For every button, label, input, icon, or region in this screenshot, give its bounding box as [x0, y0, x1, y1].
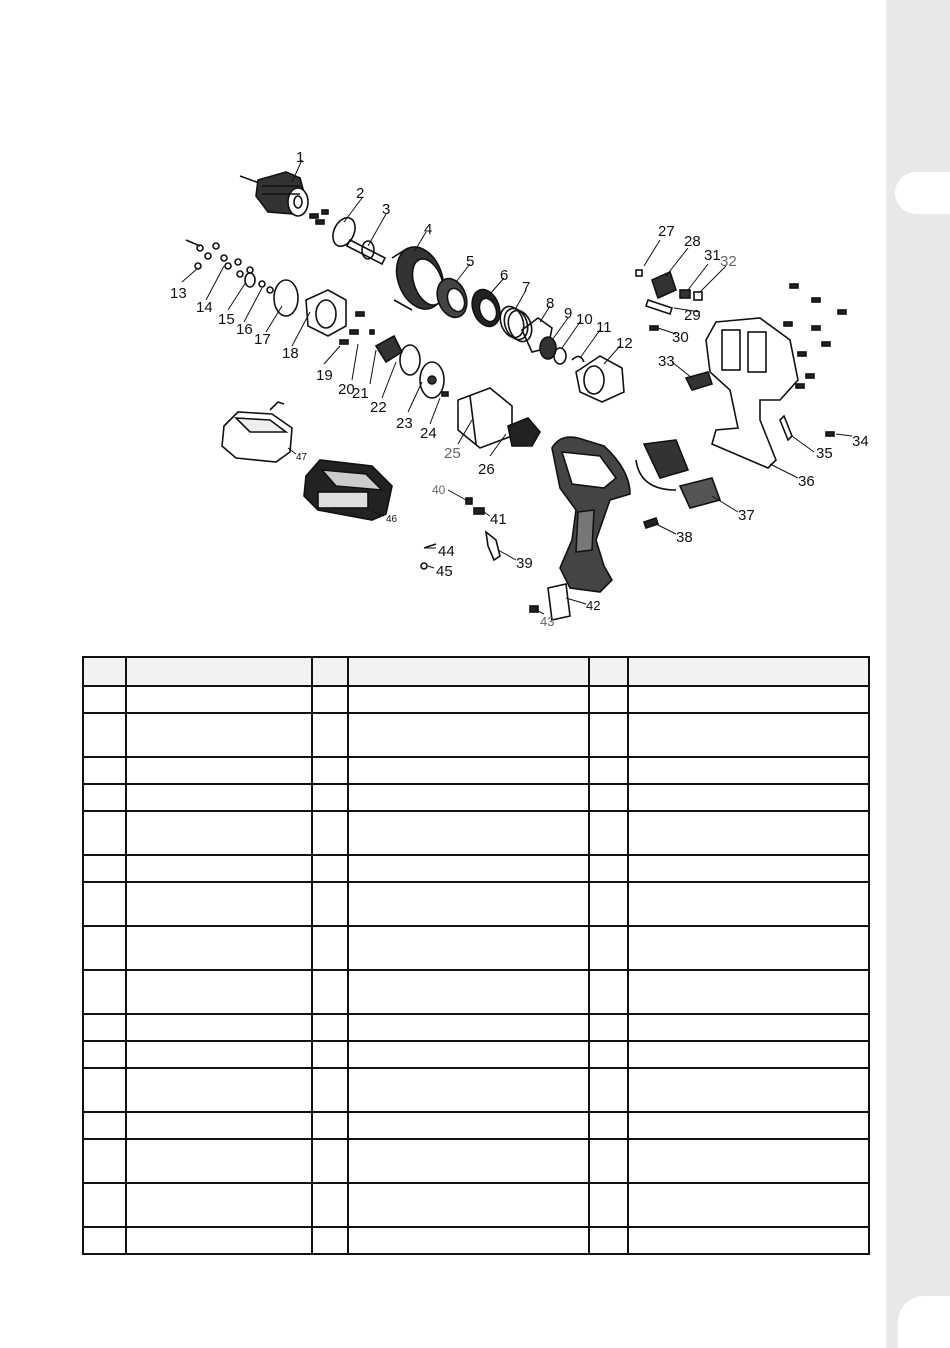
table-cell — [589, 855, 628, 882]
table-row — [83, 1227, 869, 1254]
page-number-tab — [898, 1296, 950, 1348]
table-cell — [589, 1041, 628, 1068]
table-cell — [628, 882, 869, 926]
part-10 — [554, 348, 566, 364]
table-cell — [348, 1041, 589, 1068]
table-cell — [348, 1068, 589, 1112]
table-row — [83, 926, 869, 970]
table-cell — [589, 811, 628, 855]
table-cell — [126, 1227, 312, 1254]
parts-list-table — [82, 656, 870, 1255]
table-cell — [628, 855, 869, 882]
part-40 — [466, 498, 472, 504]
table-header-row — [83, 657, 869, 686]
label-20: 20 — [338, 381, 355, 398]
part-housing-12 — [576, 356, 624, 402]
table-cell — [348, 686, 589, 713]
label-41: 41 — [490, 511, 507, 528]
label-13: 13 — [170, 285, 187, 302]
part-23 — [420, 362, 444, 398]
header-no-1 — [83, 657, 126, 686]
table-cell — [83, 1041, 126, 1068]
table-cell — [589, 1183, 628, 1227]
table-cell — [83, 855, 126, 882]
label-15: 15 — [218, 311, 235, 328]
table-cell — [628, 686, 869, 713]
table-cell — [628, 784, 869, 811]
label-22: 22 — [370, 399, 387, 416]
label-33: 33 — [658, 353, 675, 370]
table-row — [83, 1014, 869, 1041]
label-39: 39 — [516, 555, 533, 572]
label-37: 37 — [738, 507, 755, 524]
part-charger-47 — [222, 402, 292, 462]
table-cell — [126, 811, 312, 855]
table-row — [83, 1112, 869, 1139]
table-cell — [312, 1068, 348, 1112]
table-cell — [348, 1183, 589, 1227]
label-46: 46 — [386, 514, 398, 525]
table-cell — [126, 757, 312, 784]
table-cell — [312, 926, 348, 970]
table-cell — [628, 970, 869, 1014]
table-cell — [83, 926, 126, 970]
label-31: 31 — [704, 247, 721, 264]
table-cell — [589, 926, 628, 970]
part-11 — [572, 356, 584, 362]
table-cell — [348, 811, 589, 855]
table-cell — [312, 855, 348, 882]
part-housing-36 — [706, 318, 798, 468]
label-29: 29 — [684, 307, 701, 324]
leader-lines — [182, 160, 852, 614]
diagram-labels — [170, 149, 869, 629]
part-motor-25 — [458, 388, 512, 448]
table-cell — [83, 757, 126, 784]
label-4: 4 — [424, 221, 433, 238]
part-33 — [686, 372, 712, 390]
part-22 — [400, 345, 420, 375]
label-19: 19 — [316, 367, 333, 384]
table-cell — [628, 713, 869, 757]
label-45: 45 — [436, 563, 453, 580]
table-cell — [348, 970, 589, 1014]
part-small-13-16 — [186, 240, 273, 293]
header-name-2 — [348, 657, 589, 686]
table-cell — [312, 757, 348, 784]
label-25: 25 — [444, 445, 461, 462]
part-28 — [652, 272, 676, 298]
part-battery-46 — [304, 460, 392, 520]
table-row — [83, 1068, 869, 1112]
table-cell — [628, 1139, 869, 1183]
table-cell — [628, 811, 869, 855]
table-cell — [589, 784, 628, 811]
table-cell — [126, 1139, 312, 1183]
table-cell — [628, 757, 869, 784]
table-cell — [589, 757, 628, 784]
table-cell — [348, 1112, 589, 1139]
label-44: 44 — [438, 543, 455, 560]
table-cell — [83, 1227, 126, 1254]
label-17: 17 — [254, 331, 271, 348]
label-14: 14 — [196, 299, 213, 316]
table-cell — [126, 1112, 312, 1139]
table-cell — [589, 1068, 628, 1112]
part-44 — [424, 544, 436, 548]
table-row — [83, 970, 869, 1014]
table-cell — [312, 882, 348, 926]
table-cell — [628, 1112, 869, 1139]
table-cell — [348, 784, 589, 811]
table-row — [83, 1041, 869, 1068]
table-cell — [312, 686, 348, 713]
table-cell — [348, 855, 589, 882]
table-cell — [628, 1227, 869, 1254]
label-12: 12 — [616, 335, 633, 352]
label-6: 6 — [500, 267, 509, 284]
table-cell — [83, 1183, 126, 1227]
table-cell — [83, 882, 126, 926]
table-cell — [589, 1139, 628, 1183]
table-cell — [312, 1139, 348, 1183]
part-29 — [646, 300, 672, 314]
table-cell — [312, 811, 348, 855]
table-cell — [312, 1014, 348, 1041]
table-cell — [348, 1227, 589, 1254]
table-cell — [312, 1041, 348, 1068]
part-39 — [486, 532, 500, 560]
label-18: 18 — [282, 345, 299, 362]
table-row — [83, 882, 869, 926]
table-cell — [126, 926, 312, 970]
part-switch-37 — [636, 440, 720, 508]
label-26: 26 — [478, 461, 495, 478]
table-cell — [83, 1014, 126, 1041]
part-21 — [376, 336, 402, 362]
part-24 — [442, 392, 448, 396]
part-45 — [421, 563, 427, 569]
label-30: 30 — [672, 329, 689, 346]
label-35: 35 — [816, 445, 833, 462]
table-row — [83, 811, 869, 855]
table-cell — [312, 1183, 348, 1227]
table-cell — [589, 686, 628, 713]
label-7: 7 — [522, 279, 531, 296]
label-10: 10 — [576, 311, 593, 328]
part-ring-6 — [467, 286, 504, 331]
header-no-3 — [589, 657, 628, 686]
part-41 — [474, 508, 484, 514]
label-8: 8 — [546, 295, 555, 312]
label-43: 43 — [540, 614, 555, 629]
table-cell — [126, 882, 312, 926]
table-cell — [312, 1112, 348, 1139]
label-16: 16 — [236, 321, 253, 338]
table-cell — [126, 1014, 312, 1041]
part-27 — [636, 270, 642, 276]
table-cell — [589, 1112, 628, 1139]
label-32: 32 — [720, 253, 737, 270]
table-cell — [312, 1227, 348, 1254]
part-main-housing — [552, 437, 630, 592]
label-38: 38 — [676, 529, 693, 546]
label-5: 5 — [466, 253, 475, 270]
table-cell — [628, 1068, 869, 1112]
table-cell — [126, 713, 312, 757]
label-34: 34 — [852, 433, 869, 450]
table-cell — [589, 970, 628, 1014]
part-chuck — [240, 172, 308, 216]
table-cell — [83, 713, 126, 757]
table-cell — [83, 1139, 126, 1183]
table-row — [83, 713, 869, 757]
exploded-parts-diagram — [150, 135, 880, 635]
table-cell — [628, 926, 869, 970]
part-washer-2 — [329, 214, 360, 250]
part-18 — [306, 290, 346, 336]
part-32 — [694, 292, 702, 300]
table-cell — [126, 1183, 312, 1227]
table-cell — [312, 713, 348, 757]
table-row — [83, 1183, 869, 1227]
label-11: 11 — [596, 319, 612, 336]
table-row — [83, 1139, 869, 1183]
label-24: 24 — [420, 425, 437, 442]
header-name-1 — [126, 657, 312, 686]
label-27: 27 — [658, 223, 675, 240]
table-row — [83, 757, 869, 784]
label-1: 1 — [296, 149, 305, 166]
label-3: 3 — [382, 201, 391, 218]
table-cell — [348, 926, 589, 970]
part-screws-chuck — [310, 210, 328, 224]
table-row — [83, 686, 869, 713]
table-cell — [83, 686, 126, 713]
table-cell — [126, 1041, 312, 1068]
table-cell — [126, 686, 312, 713]
table-cell — [83, 784, 126, 811]
label-36: 36 — [798, 473, 815, 490]
table-cell — [348, 1014, 589, 1041]
table-cell — [312, 970, 348, 1014]
label-23: 23 — [396, 415, 413, 432]
table-cell — [628, 1041, 869, 1068]
table-cell — [589, 1014, 628, 1041]
table-cell — [126, 1068, 312, 1112]
header-name-3 — [628, 657, 869, 686]
part-35 — [780, 416, 792, 440]
diagram-svg — [150, 135, 880, 635]
header-no-2 — [312, 657, 348, 686]
table-cell — [589, 713, 628, 757]
table-cell — [348, 713, 589, 757]
table-cell — [83, 811, 126, 855]
label-21: 21 — [352, 385, 369, 402]
part-washer-17 — [274, 280, 298, 316]
part-38 — [644, 518, 658, 528]
label-47: 47 — [296, 452, 308, 463]
table-cell — [83, 1068, 126, 1112]
label-42: 42 — [586, 598, 601, 613]
table-cell — [628, 1014, 869, 1041]
table-cell — [348, 1139, 589, 1183]
part-43 — [530, 606, 538, 612]
part-30 — [650, 326, 658, 330]
part-31 — [680, 290, 690, 298]
table-cell — [348, 757, 589, 784]
label-40: 40 — [432, 483, 446, 497]
side-tab — [895, 172, 950, 214]
table-cell — [348, 882, 589, 926]
part-19-22 — [340, 312, 374, 344]
table-row — [83, 855, 869, 882]
table-cell — [589, 882, 628, 926]
table-row — [83, 784, 869, 811]
table-cell — [312, 784, 348, 811]
part-spindle-3 — [347, 240, 385, 264]
table-cell — [126, 855, 312, 882]
table-cell — [628, 1183, 869, 1227]
table-cell — [83, 970, 126, 1014]
label-2: 2 — [356, 185, 365, 202]
table-cell — [126, 970, 312, 1014]
table-cell — [589, 1227, 628, 1254]
table-cell — [126, 784, 312, 811]
label-9: 9 — [564, 305, 573, 322]
table-cell — [83, 1112, 126, 1139]
label-28: 28 — [684, 233, 701, 250]
